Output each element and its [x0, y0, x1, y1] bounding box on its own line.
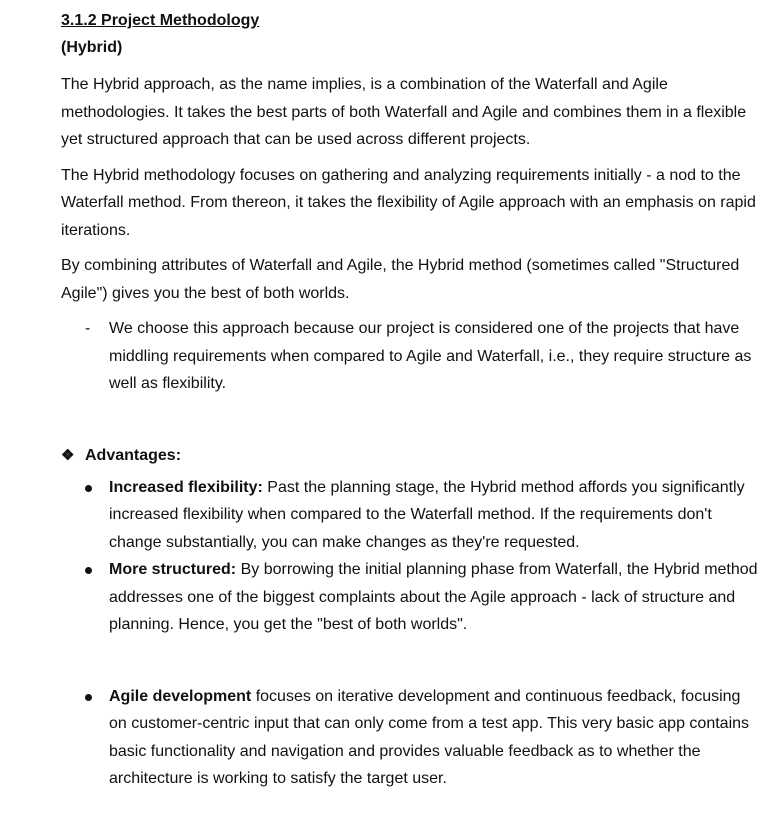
paragraph-combining: By combining attributes of Waterfall and Agile, the Hybrid method (sometimes called "Structured Agile") gives you the best of both worlds.: [61, 257, 740, 302]
list-item-label: Agile development: [109, 687, 252, 705]
list-item: [61, 474, 761, 557]
list-item-label: More structured:: [109, 561, 237, 578]
section-heading: 3.1.2 Project Methodology: [61, 12, 260, 29]
diamond-bullet-icon: ❖: [61, 446, 75, 464]
bullet-dot-icon: [85, 567, 92, 574]
paragraph-focus: The Hybrid methodology focuses on gathering and analyzing requirements initially - a nod to the Waterfall method. From thereon, it takes the flexibility of Agile approach with an emphasis on rapid iterations.: [61, 166, 756, 239]
bullet-dot-icon: [85, 694, 92, 701]
bullet-dot-icon: [85, 485, 92, 492]
paragraph-intro: The Hybrid approach, as the name implies, is a combination of the Waterfall and Agile methodologies. It takes the best parts of both Waterfall and Agile and combines them in a flexible yet structured approach that can be used across different projects.: [61, 76, 747, 148]
advantages-list: [61, 474, 761, 793]
document-page: [61, 10, 761, 793]
dash-marker: -: [85, 320, 91, 337]
section-subheading: (Hybrid): [61, 39, 123, 56]
list-item-text: By borrowing the initial planning phase from Waterfall, the Hybrid method addresses one of the biggest complaints about the Agile approach - lack of structure and planning. Hence, you get the "best of both worlds".: [109, 561, 758, 633]
advantages-heading-label: Advantages:: [85, 446, 182, 464]
list-item-label: Increased flexibility:: [109, 478, 263, 496]
list-item: [61, 683, 761, 793]
list-item-text: Past the planning stage, the Hybrid method affords you significantly increased flexibility when compared to the Waterfall method. If the requirements don't change substantially, you can make changes as they're requested.: [109, 478, 745, 551]
list-item-text: focuses on iterative development and continuous feedback, focusing on customer-centric input that can only come from a test app. This very basic app contains basic functionality and navigation and provides valuable feedback as to whether the architecture is working to satisfy the target user.: [109, 687, 750, 787]
advantages-heading: [61, 444, 761, 468]
dash-item-text: We choose this approach because our project is considered one of the projects that have middling requirements when compared to Agile and Waterfall, i.e., they require structure as well as flexibility.: [109, 320, 752, 392]
list-item: [61, 556, 761, 639]
dash-list-item: [61, 315, 761, 398]
